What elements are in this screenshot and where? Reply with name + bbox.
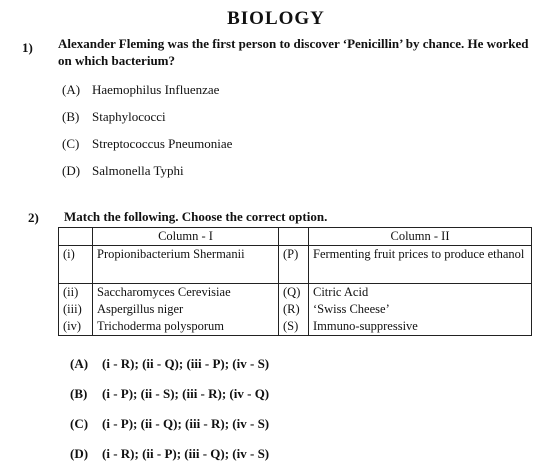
table-row bbox=[59, 318, 532, 336]
option-text: Streptococcus Pneumoniae bbox=[92, 136, 233, 151]
match-table-header bbox=[59, 228, 532, 246]
column-1-cell: Aspergillus niger bbox=[93, 301, 279, 318]
row-letter: (S) bbox=[279, 318, 309, 336]
column-2-header: Column - II bbox=[309, 228, 532, 246]
page-title: BIOLOGY bbox=[227, 8, 325, 29]
header-blank bbox=[59, 228, 93, 246]
question-2-text: Match the following. Choose the correct option. bbox=[64, 209, 328, 224]
table-row bbox=[59, 301, 532, 318]
option-label: (B) bbox=[62, 109, 80, 124]
column-1-cell: Propionibacterium Shermanii bbox=[93, 246, 279, 284]
option-text: (i - R); (ii - Q); (iii - P); (iv - S) bbox=[102, 356, 270, 371]
row-numeral: (i) bbox=[59, 246, 93, 284]
question-1-number: 1) bbox=[22, 40, 33, 55]
row-letter: (P) bbox=[279, 246, 309, 284]
option-text: Haemophilus Influenzae bbox=[92, 82, 220, 97]
column-2-cell: ‘Swiss Cheese’ bbox=[309, 301, 532, 318]
row-letter: (R) bbox=[279, 301, 309, 318]
q2-option-c[interactable] bbox=[70, 416, 269, 432]
column-2-cell: Fermenting fruit prices to produce ethanol bbox=[309, 246, 532, 284]
option-text: Staphylococci bbox=[92, 109, 166, 124]
option-label: (C) bbox=[62, 136, 80, 151]
column-2-cell: Citric Acid bbox=[309, 284, 532, 302]
q1-option-c[interactable] bbox=[62, 136, 232, 152]
row-letter: (Q) bbox=[279, 284, 309, 302]
option-label: (C) bbox=[70, 416, 89, 431]
column-1-cell: Trichoderma polysporum bbox=[93, 318, 279, 336]
row-numeral: (iii) bbox=[59, 301, 93, 318]
option-label: (D) bbox=[70, 446, 89, 461]
option-label: (B) bbox=[70, 386, 88, 401]
question-1-text: Alexander Fleming was the first person to discover ‘Penicillin’ by chance. He worked on which bacterium? bbox=[58, 36, 529, 68]
option-text: Salmonella Typhi bbox=[92, 163, 184, 178]
q1-option-a[interactable] bbox=[62, 82, 219, 98]
match-table bbox=[58, 227, 532, 336]
option-text: (i - P); (ii - S); (iii - R); (iv - Q) bbox=[102, 386, 270, 401]
q1-option-b[interactable] bbox=[62, 109, 166, 125]
table-row bbox=[59, 284, 532, 302]
q2-option-b[interactable] bbox=[70, 386, 269, 402]
q2-option-a[interactable] bbox=[70, 356, 269, 372]
column-2-cell: Immuno-suppressive bbox=[309, 318, 532, 336]
header-blank bbox=[279, 228, 309, 246]
option-label: (D) bbox=[62, 163, 81, 178]
option-label: (A) bbox=[70, 356, 89, 371]
q2-option-d[interactable] bbox=[70, 446, 269, 462]
column-1-cell: Saccharomyces Cerevisiae bbox=[93, 284, 279, 302]
option-text: (i - R); (ii - P); (iii - Q); (iv - S) bbox=[102, 446, 270, 461]
table-row bbox=[59, 246, 532, 284]
row-numeral: (iv) bbox=[59, 318, 93, 336]
option-label: (A) bbox=[62, 82, 81, 97]
row-numeral: (ii) bbox=[59, 284, 93, 302]
option-text: (i - P); (ii - Q); (iii - R); (iv - S) bbox=[102, 416, 270, 431]
question-2-number: 2) bbox=[28, 210, 39, 225]
column-1-header: Column - I bbox=[93, 228, 279, 246]
q1-option-d[interactable] bbox=[62, 163, 184, 179]
